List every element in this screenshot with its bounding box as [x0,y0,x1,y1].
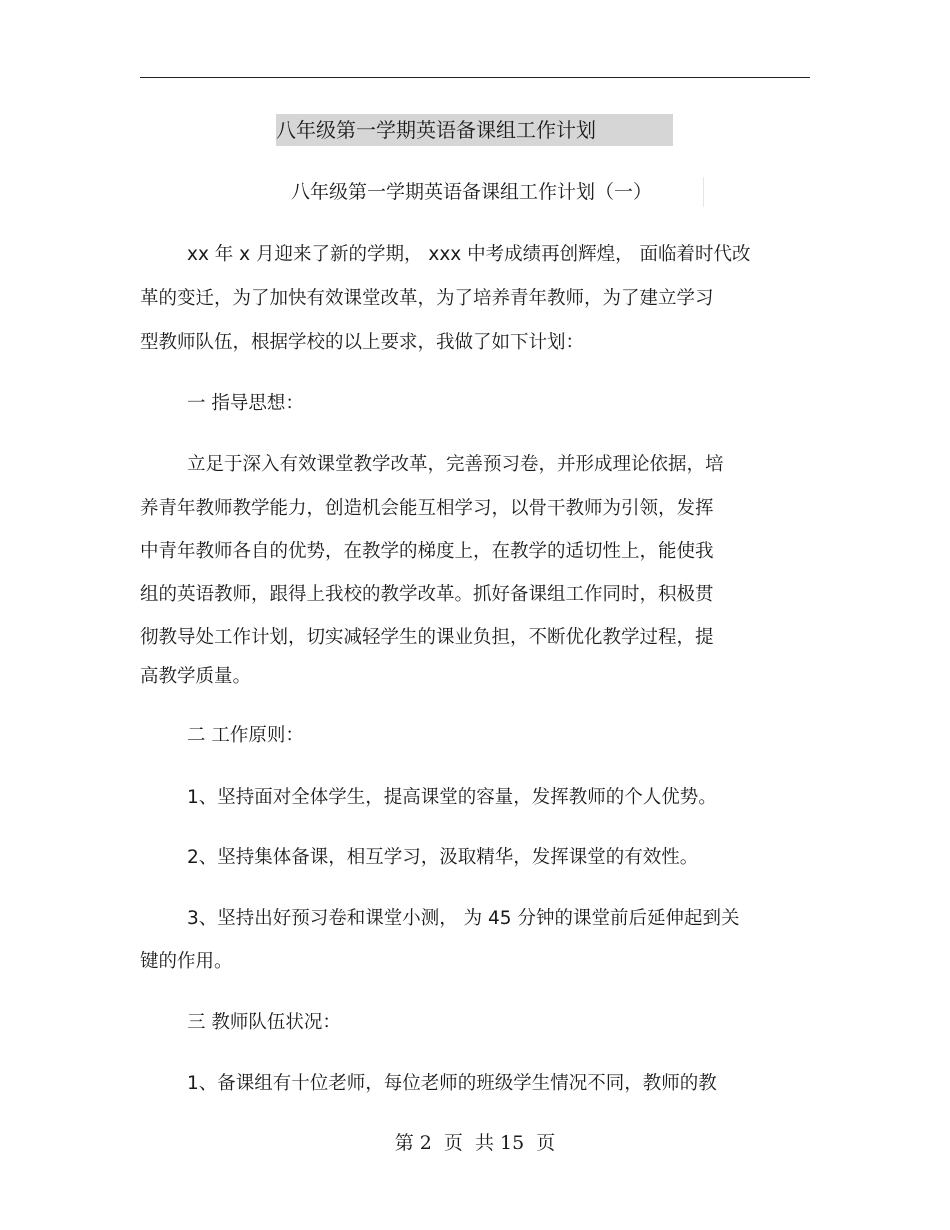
document-subtitle: 八年级第一学期英语备课组工作计划（一） [291,177,704,207]
principle-item-3-line-1: 3、坚持出好预习卷和课堂小测， 为 45 分钟的课堂前后延伸起到关 [187,908,740,929]
page-footer: 第 2 页 共 15 页 [394,1132,556,1154]
section-1-line-3: 中青年教师各自的优势，在教学的梯度上，在教学的适切性上，能使我 [140,541,714,562]
intro-line-3: 型教师队伍，根据学校的以上要求，我做了如下计划： [140,332,585,353]
section-1-line-6: 高教学质量。 [140,666,252,687]
header-rule [140,77,810,78]
section-heading-1: 一 指导思想： [187,393,304,414]
intro-line-1: xx 年 x 月迎来了新的学期， xxx 中考成绩再创辉煌， 面临着时代改 [187,244,751,265]
section-1-line-1: 立足于深入有效课堂教学改革，完善预习卷，并形成理论依据，培 [187,454,724,475]
document-title: 八年级第一学期英语备课组工作计划 [276,114,673,146]
section-heading-3: 三 教师队伍状况： [187,1012,341,1033]
principle-item-1: 1、坚持面对全体学生，提高课堂的容量，发挥教师的个人优势。 [187,787,717,808]
section-1-line-4: 组的英语教师，跟得上我校的教学改革。抓好备课组工作同时，积极贯 [140,584,714,605]
section-1-line-5: 彻教导处工作计划，切实减轻学生的课业负担，不断优化教学过程，提 [140,627,714,648]
principle-item-2: 2、坚持集体备课，相互学习，汲取精华，发挥课堂的有效性。 [187,847,699,868]
section-1-line-2: 养青年教师教学能力，创造机会能互相学习，以骨干教师为引领，发挥 [140,498,714,519]
principle-item-3-line-2: 键的作用。 [140,951,233,972]
intro-line-2: 革的变迁，为了加快有效课堂改革，为了培养青年教师，为了建立学习 [140,288,714,309]
section-heading-2: 二 工作原则： [187,725,304,746]
staff-item-1: 1、备课组有十位老师，每位老师的班级学生情况不同，教师的教 [187,1073,717,1094]
